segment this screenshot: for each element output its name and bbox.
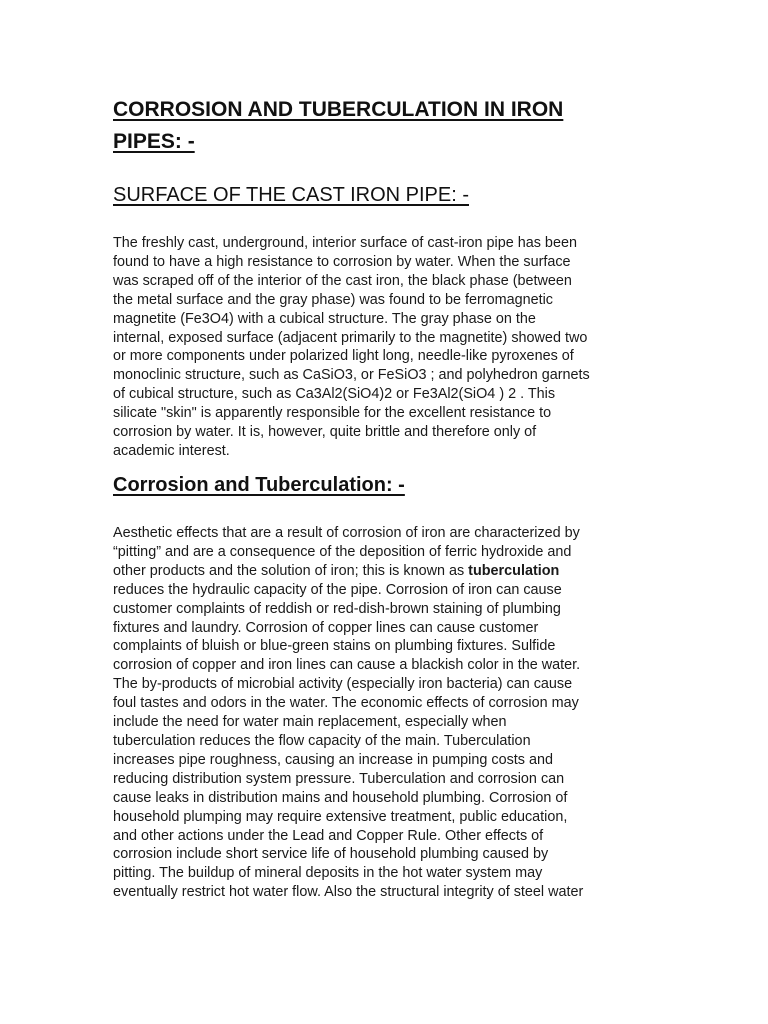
paragraph-line: The freshly cast, underground, interior surface of cast-iron pipe has been xyxy=(113,235,577,251)
paragraph-line: and other actions under the Lead and Copper Rule. Other effects of xyxy=(113,827,544,844)
paragraph-corrosion xyxy=(113,524,653,902)
section-heading-corrosion: Corrosion and Tuberculation: - xyxy=(113,474,405,496)
paragraph-text: other products and the solution of iron; this is known as xyxy=(113,562,469,579)
paragraph-line: silicate "skin" is apparently responsible for the excellent resistance to xyxy=(113,405,552,422)
paragraph-line: corrosion by water. It is, however, quite brittle and therefore only of xyxy=(113,424,537,441)
paragraph-line: complaints of bluish or blue-green stains on plumbing fixtures. Sulfide xyxy=(113,638,556,655)
paragraph-line: academic interest. xyxy=(113,442,230,459)
paragraph-line: household plumping may require extensive treatment, public education, xyxy=(113,808,568,825)
paragraph-line: monoclinic structure, such as CaSiO3, or FeSiO3 ; and polyhedron garnets xyxy=(113,367,590,384)
keyword-tuberculation: tuberculation xyxy=(468,562,560,579)
document-title: CORROSION AND TUBERCULATION IN IRON PIPES: - xyxy=(113,98,564,153)
paragraph-line xyxy=(113,562,653,581)
paragraph-line: or more components under polarized light long, needle-like pyroxenes of xyxy=(113,348,574,365)
paragraph-line: eventually restrict hot water flow. Also the structural integrity of steel water xyxy=(113,884,584,901)
paragraph-line: The by-products of microbial activity (especially iron bacteria) can cause xyxy=(113,676,573,693)
paragraph-line: reducing distribution system pressure. Tuberculation and corrosion can xyxy=(113,770,565,787)
paragraph-line: of cubical structure, such as Ca3Al2(SiO4)2 or Fe3Al2(SiO4 ) 2 . This xyxy=(113,386,556,403)
paragraph-line: corrosion include short service life of household plumbing caused by xyxy=(113,846,549,863)
paragraph-line: include the need for water main replacement, especially when xyxy=(113,714,507,731)
paragraph-line: increases pipe roughness, causing an increase in pumping costs and xyxy=(113,751,553,768)
section-heading-surface: SURFACE OF THE CAST IRON PIPE: - xyxy=(113,184,469,206)
paragraph-line: reduces the hydraulic capacity of the pipe. Corrosion of iron can cause xyxy=(113,581,562,598)
paragraph-line: customer complaints of reddish or red-dish-brown staining of plumbing xyxy=(113,600,561,617)
paragraph-line: magnetite (Fe3O4) with a cubical structure. The gray phase on the xyxy=(113,310,536,327)
paragraph-line: Aesthetic effects that are a result of corrosion of iron are characterized by xyxy=(113,525,580,541)
paragraph-line: internal, exposed surface (adjacent primarily to the magnetite) showed two xyxy=(113,329,588,346)
paragraph-line: pitting. The buildup of mineral deposits in the hot water system may xyxy=(113,865,543,882)
paragraph-line: tuberculation reduces the flow capacity of the main. Tuberculation xyxy=(113,732,531,749)
paragraph-surface xyxy=(113,234,653,461)
paragraph-line: “pitting” and are a consequence of the deposition of ferric hydroxide and xyxy=(113,543,572,560)
paragraph-line: was scraped off of the interior of the cast iron, the black phase (between xyxy=(113,272,572,289)
paragraph-line: corrosion of copper and iron lines can cause a blackish color in the water. xyxy=(113,657,581,674)
paragraph-line: cause leaks in distribution mains and household plumbing. Corrosion of xyxy=(113,789,568,806)
paragraph-line: the metal surface and the gray phase) was found to be ferromagnetic xyxy=(113,291,553,308)
paragraph-line: foul tastes and odors in the water. The economic effects of corrosion may xyxy=(113,695,579,712)
paragraph-line: found to have a high resistance to corrosion by water. When the surface xyxy=(113,253,571,270)
paragraph-line: fixtures and laundry. Corrosion of copper lines can cause customer xyxy=(113,619,539,636)
